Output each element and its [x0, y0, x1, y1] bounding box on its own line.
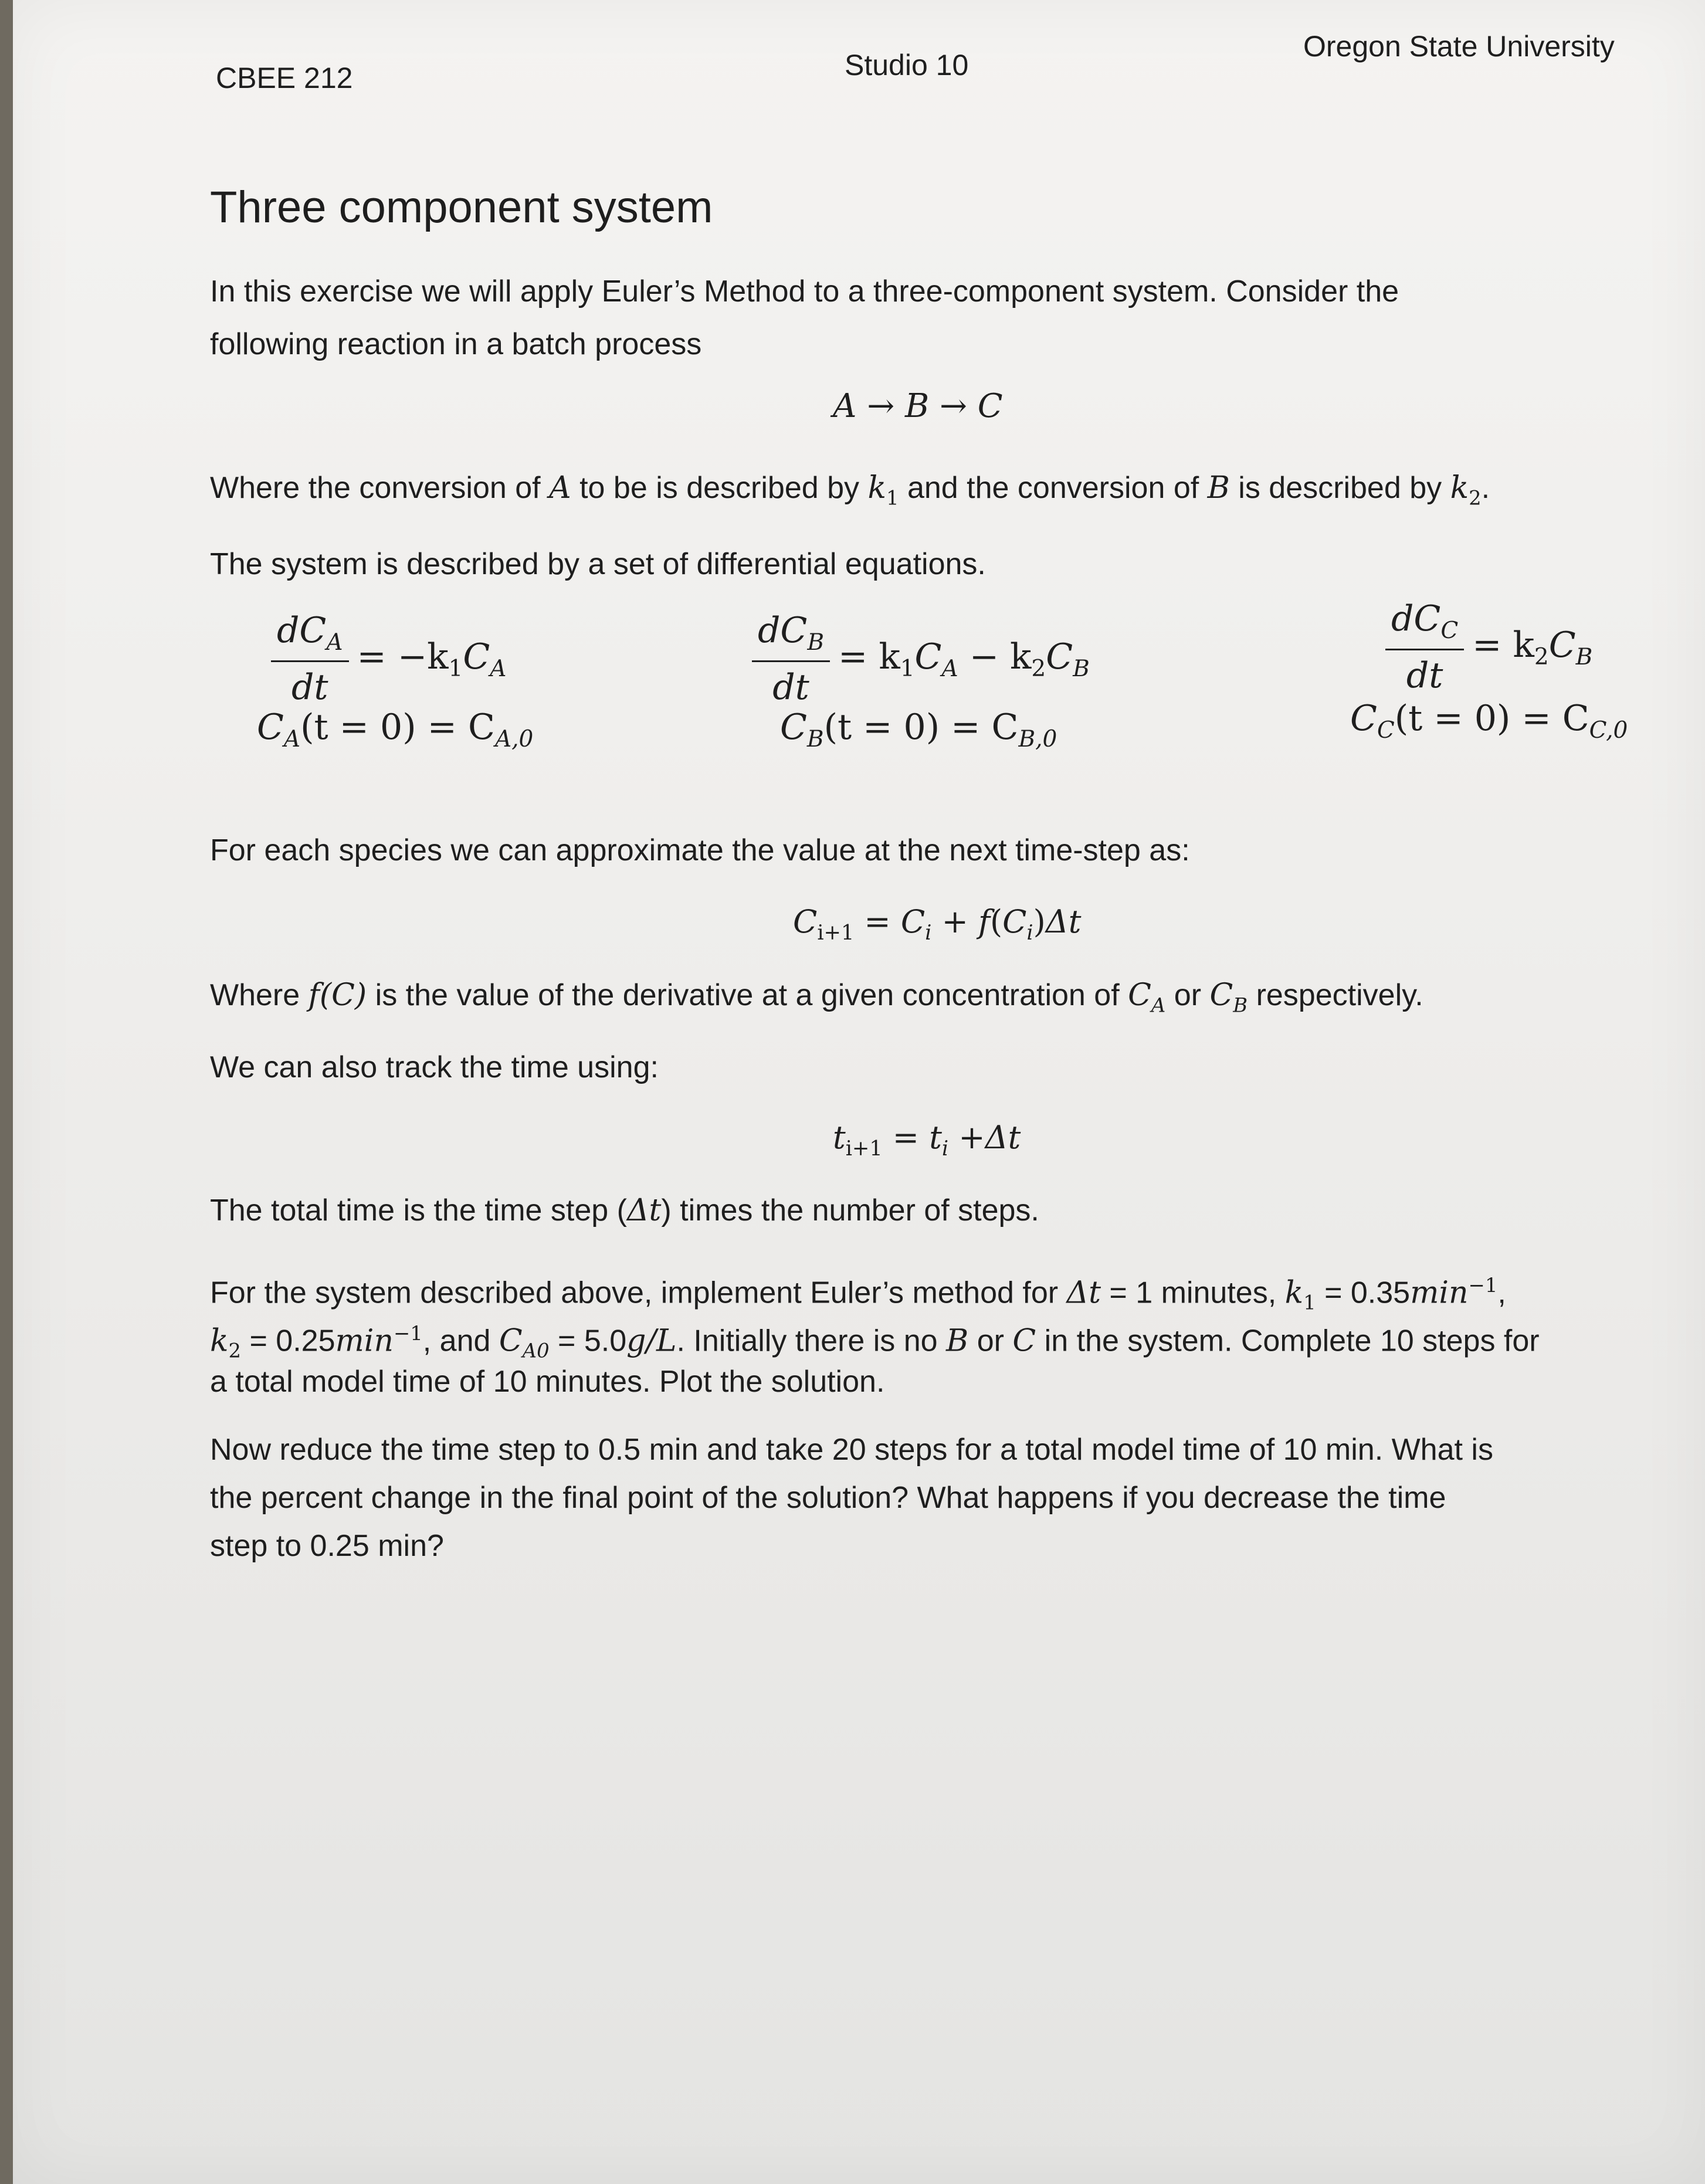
equation-a — [271, 610, 506, 708]
system-description: The system is described by a set of differential equations. — [210, 547, 986, 581]
equation-c-rhs: = $k_2C_B$ — [1472, 624, 1593, 670]
derivative-c-den: dt — [1406, 655, 1443, 696]
derivative-b-num: $dC_B$ — [752, 610, 830, 662]
derivative-a-den: dt — [291, 667, 328, 708]
euler-equation: $C_{i+1} = C_i + f(C_i)\Delta t$ — [793, 903, 1082, 945]
track-time-text: We can also track the time using: — [210, 1050, 659, 1084]
conversion-text-5: . — [1481, 471, 1490, 505]
reaction-species-a: A — [833, 387, 857, 425]
conversion-b: B — [1207, 470, 1230, 506]
task-line-3: a total model time of 10 minutes. Plot the solution. — [210, 1365, 885, 1399]
conversion-text-3: and the conversion of — [899, 471, 1208, 505]
intro-line-1: In this exercise we will apply Euler’s Method to a three-component system. Consider the — [210, 274, 1399, 308]
intro-line-2: following reaction in a batch process — [210, 327, 702, 361]
reaction-equation — [833, 387, 1003, 425]
task-line-1: For the system described above, implement Euler’s method for Δt = 1 minutes, $k_1 = 0.35\min^{-1}$, — [210, 1274, 1506, 1314]
conversion-sentence — [210, 463, 1490, 523]
conversion-k1: k — [867, 470, 886, 506]
equation-a-rhs: = $-k_1C_A$ — [357, 636, 507, 682]
conversion-text-4: is described by — [1229, 471, 1450, 505]
document-page — [13, 0, 1705, 2184]
derivative-a — [271, 610, 349, 708]
conversion-k1-sub: 1 — [886, 486, 899, 510]
studio-label: Studio 10 — [845, 49, 969, 82]
initial-condition-a: $C_A(t = 0) = C_{A,0}$ — [257, 707, 534, 752]
equation-b — [752, 610, 1090, 708]
derivative-c-num: $dC_C$ — [1385, 598, 1464, 650]
total-time-sentence: The total time is the time step (Δt) times the number of steps. — [210, 1193, 1039, 1228]
derivative-a-num: $dC_A$ — [271, 610, 349, 662]
initial-condition-b: $C_B(t = 0) = C_{B,0}$ — [780, 707, 1057, 752]
reaction-arrow-1: → — [867, 387, 895, 425]
reaction-arrow-2: → — [939, 387, 967, 425]
reaction-species-c: C — [977, 387, 1003, 425]
task-line-2: $k_2 = 0.25\min^{-1}$, and $C_{A0} = 5.0g/L$. Initially there is no B or C in the system. Complete 10 steps for — [210, 1322, 1540, 1362]
initial-condition-c: $C_C(t = 0) = C_{C,0}$ — [1350, 698, 1628, 744]
where-f-sentence: Where f(C) is the value of the derivative at a given concentration of $C_A$ or $C_B$ respectively. — [210, 978, 1423, 1017]
course-code: CBEE 212 — [216, 62, 353, 94]
conversion-k2: k — [1450, 470, 1469, 506]
conversion-a: A — [549, 470, 571, 506]
equation-c — [1385, 598, 1592, 696]
derivative-b — [752, 610, 830, 708]
derivative-b-den: dt — [772, 667, 809, 708]
conversion-text-2: to be is described by — [571, 471, 868, 505]
reaction-species-b: B — [905, 387, 930, 425]
page-title: Three component system — [210, 182, 713, 232]
derivative-c — [1385, 598, 1464, 696]
university-name: Oregon State University — [1303, 30, 1615, 63]
conversion-k2-sub: 2 — [1469, 486, 1482, 510]
equation-b-rhs: = $k_1C_A - k_2C_B$ — [838, 636, 1090, 682]
conversion-text-1: Where the conversion of — [210, 471, 550, 505]
time-equation: $t_{i+1} = t_i +\Delta t$ — [833, 1119, 1021, 1161]
final-line-3: step to 0.25 min? — [210, 1529, 444, 1563]
approximation-text: For each species we can approximate the value at the next time-step as: — [210, 833, 1190, 867]
final-line-1: Now reduce the time step to 0.5 min and take 20 steps for a total model time of 10 min. What is — [210, 1433, 1493, 1467]
final-line-2: the percent change in the final point of the solution? What happens if you decrease the time — [210, 1481, 1446, 1515]
